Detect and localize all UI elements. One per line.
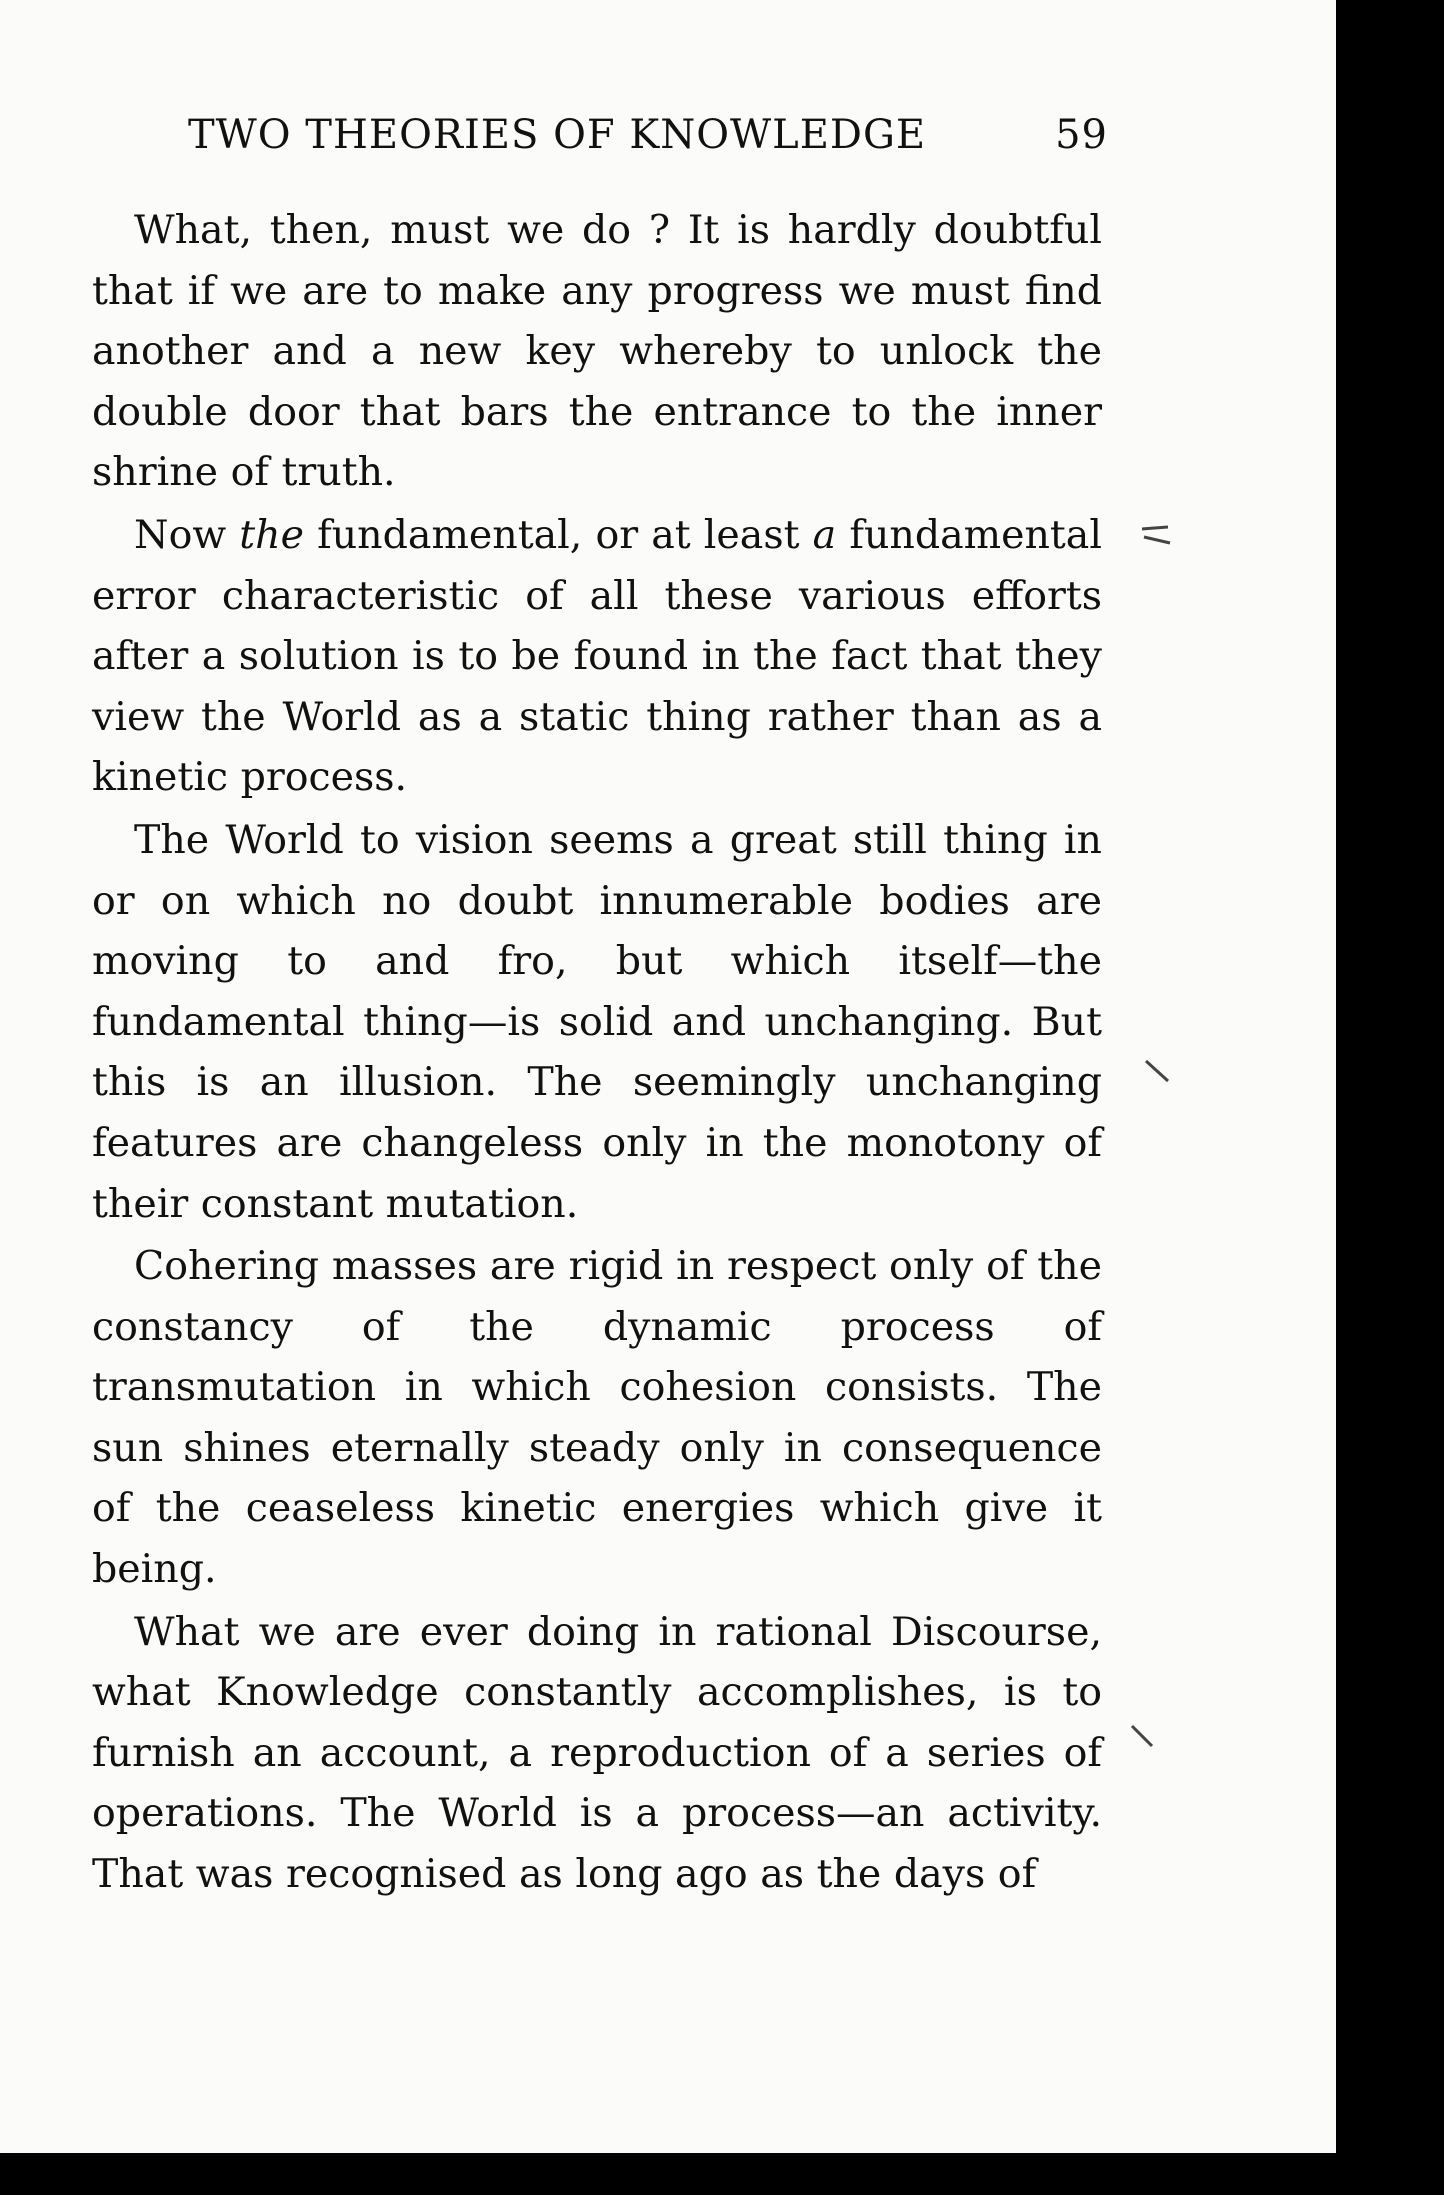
body-text [92,200,1102,1905]
paragraph [92,1236,1102,1600]
paragraph-text: fundamental error characteristic of all these various efforts after a solution is to be found in the fact that they view the World as a static thing rather than as a kinetic process. [92,511,1102,801]
italic-word: a [812,511,837,558]
page-number: 59 [1055,112,1108,158]
paragraph-text: Cohering masses are rigid in respect only of the constancy of the dynamic process of transmutation in which cohesion consists. The sun shines eternally steady only in consequence of the ceaseless kinetic energies which give it being. [92,1243,1102,1593]
pencil-tick-icon [1140,1055,1176,1091]
scan-edge-right [1336,0,1444,2195]
italic-word: the [239,511,304,558]
paragraph [92,200,1102,503]
paragraph-text: fundamental, or at least [303,511,813,558]
running-header [188,112,1108,158]
pencil-tick-icon [1126,1718,1162,1754]
paragraph-text: Now [134,511,240,558]
paragraph [92,505,1102,808]
pencil-mark-icon [1138,515,1178,555]
paragraph-text: The World to vision seems a great still thing in or on which no doubt innumerable bodies are moving to and fro, but which itself—the fundamental thing—is solid and unchanging. But this is an illusion. The seemingly unchanging features are changeless only in the monotony of their constant mutation. [92,816,1102,1227]
paragraph-text: What we are ever doing in rational Discourse, what Knowledge constantly accomplishes, is to furnish an account, a reproduction of a series of operations. The World is a process—an activity. That was recognised as long ago as the days of [92,1608,1102,1898]
paragraph [92,810,1102,1234]
paragraph-text: What, then, must we do ? It is hardly doubtful that if we are to make any progress we must find another and a new key whereby to unlock the double door that bars the entrance to the inner shrine of truth. [92,207,1102,496]
scan-edge-bottom [0,2153,1444,2195]
running-title: TWO THEORIES OF KNOWLEDGE [188,112,927,158]
paragraph [92,1602,1102,1905]
